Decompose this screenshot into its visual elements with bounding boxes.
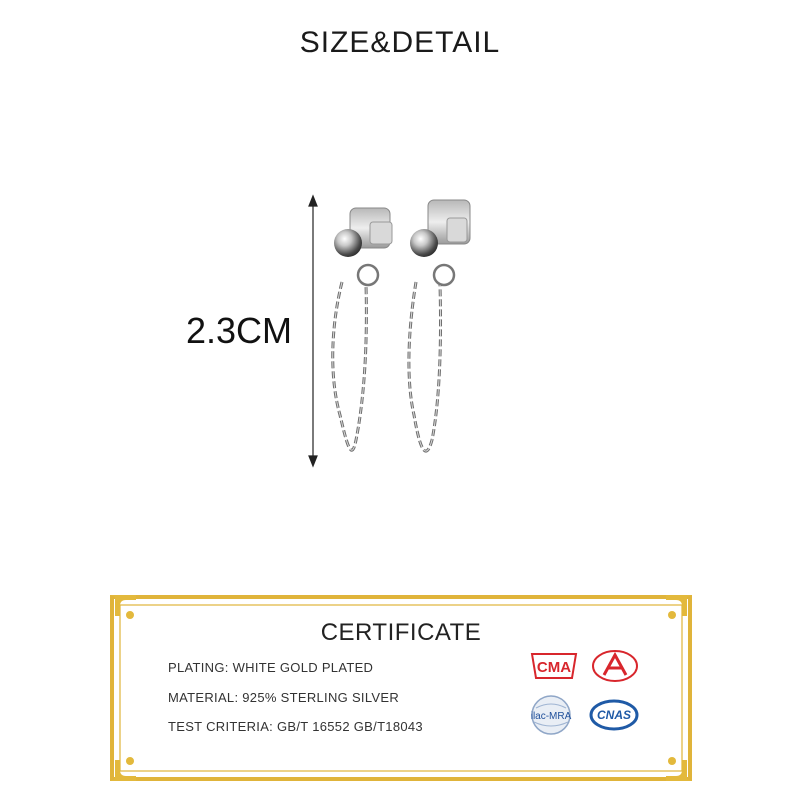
cma-logo-icon	[528, 650, 580, 682]
left-earring	[333, 208, 392, 450]
test-criteria-line: TEST CRITERIA: GB/T 16552 GB/T18043	[168, 719, 423, 734]
svg-text:CNAS: CNAS	[596, 708, 632, 722]
page-title: SIZE&DETAIL	[299, 26, 501, 59]
svg-text:ilac-MRA: ilac-MRA	[530, 711, 572, 722]
cnas-logo-icon	[588, 698, 640, 732]
right-earring	[409, 200, 470, 451]
cal-logo-icon	[590, 648, 640, 684]
svg-text:CMA: CMA	[536, 659, 572, 676]
plating-line: PLATING: WHITE GOLD PLATED	[168, 660, 374, 675]
certificate-title: CERTIFICATE	[320, 619, 482, 646]
material-line: MATERIAL: 925% STERLING SILVER	[168, 690, 400, 705]
ilac-mra-logo-icon	[528, 694, 574, 736]
dimension-label: 2.3CM	[186, 310, 293, 351]
dimension-arrow	[309, 196, 317, 466]
